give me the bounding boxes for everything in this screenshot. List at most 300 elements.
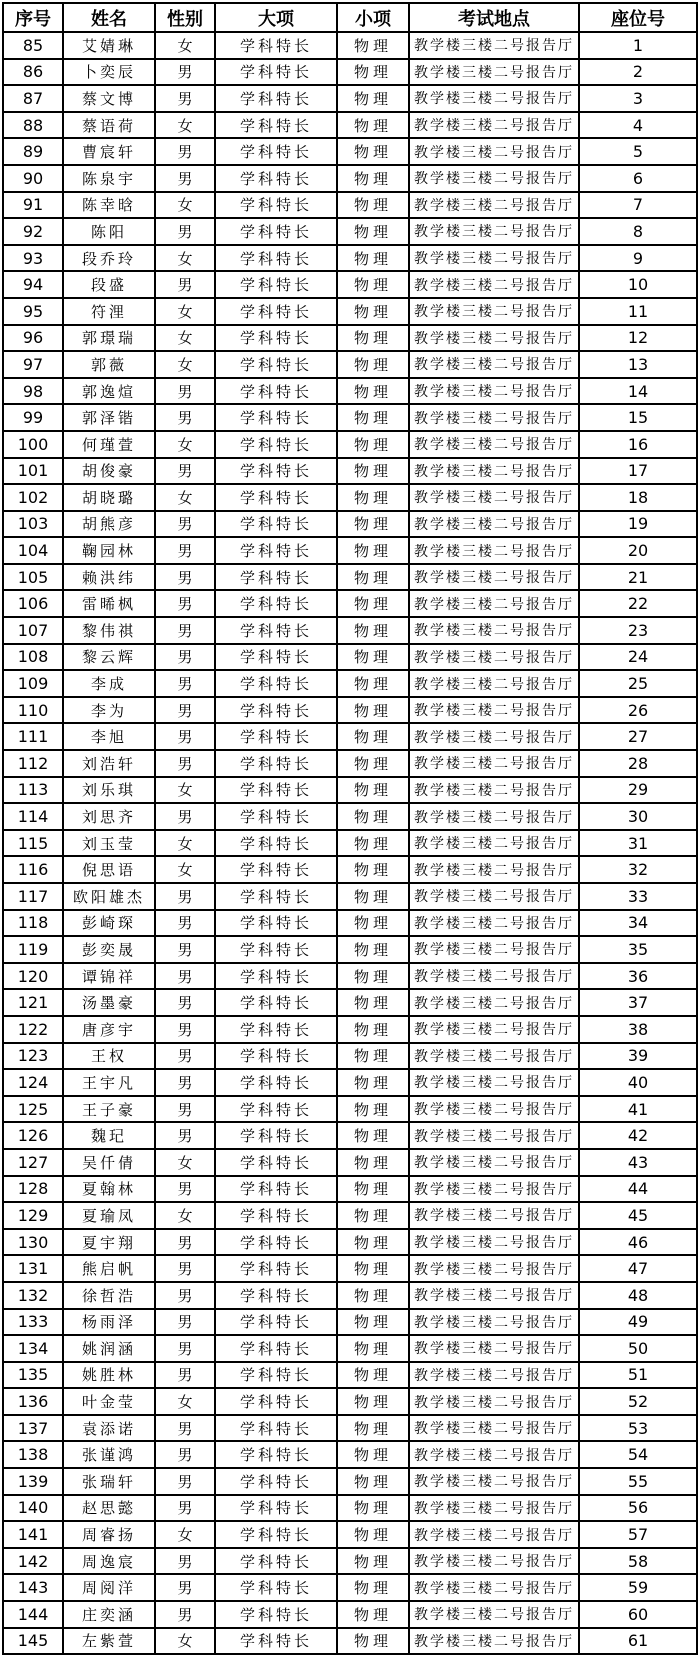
cell-index: 100	[3, 431, 63, 458]
table-row	[3, 830, 697, 857]
table-row	[3, 617, 697, 644]
cell-subcategory: 物理	[337, 1282, 409, 1309]
cell-index: 91	[3, 192, 63, 219]
cell-seat-number: 4	[579, 112, 697, 139]
cell-index: 88	[3, 112, 63, 139]
cell-seat-number: 8	[579, 218, 697, 245]
cell-category: 学科特长	[215, 1069, 337, 1096]
table-row	[3, 1335, 697, 1362]
table-row	[3, 856, 697, 883]
cell-name: 黎云辉	[63, 644, 155, 671]
cell-category: 学科特长	[215, 351, 337, 378]
cell-category: 学科特长	[215, 138, 337, 165]
cell-exam-location: 教学楼三楼二号报告厅	[409, 697, 579, 724]
table-header-row	[3, 3, 697, 32]
cell-gender: 男	[155, 1096, 215, 1123]
table-row	[3, 1574, 697, 1601]
cell-index: 133	[3, 1309, 63, 1336]
cell-subcategory: 物理	[337, 537, 409, 564]
cell-subcategory: 物理	[337, 1521, 409, 1548]
cell-index: 112	[3, 750, 63, 777]
cell-subcategory: 物理	[337, 1255, 409, 1282]
cell-seat-number: 11	[579, 298, 697, 325]
cell-category: 学科特长	[215, 218, 337, 245]
cell-exam-location: 教学楼三楼二号报告厅	[409, 511, 579, 538]
cell-subcategory: 物理	[337, 1601, 409, 1628]
cell-index: 115	[3, 830, 63, 857]
cell-gender: 女	[155, 351, 215, 378]
cell-exam-location: 教学楼三楼二号报告厅	[409, 750, 579, 777]
cell-subcategory: 物理	[337, 1468, 409, 1495]
cell-exam-location: 教学楼三楼二号报告厅	[409, 298, 579, 325]
cell-category: 学科特长	[215, 803, 337, 830]
cell-category: 学科特长	[215, 1468, 337, 1495]
cell-name: 刘浩轩	[63, 750, 155, 777]
cell-seat-number: 22	[579, 590, 697, 617]
cell-index: 110	[3, 697, 63, 724]
table-row	[3, 85, 697, 112]
cell-subcategory: 物理	[337, 1495, 409, 1522]
cell-index: 95	[3, 298, 63, 325]
cell-index: 125	[3, 1096, 63, 1123]
cell-gender: 男	[155, 1016, 215, 1043]
cell-name: 赖洪纬	[63, 564, 155, 591]
cell-exam-location: 教学楼三楼二号报告厅	[409, 325, 579, 352]
cell-index: 111	[3, 723, 63, 750]
cell-seat-number: 3	[579, 85, 697, 112]
cell-index: 145	[3, 1628, 63, 1655]
cell-subcategory: 物理	[337, 1176, 409, 1203]
cell-exam-location: 教学楼三楼二号报告厅	[409, 1122, 579, 1149]
table-row	[3, 644, 697, 671]
cell-name: 李为	[63, 697, 155, 724]
cell-category: 学科特长	[215, 32, 337, 59]
cell-exam-location: 教学楼三楼二号报告厅	[409, 1016, 579, 1043]
cell-category: 学科特长	[215, 245, 337, 272]
cell-index: 104	[3, 537, 63, 564]
cell-gender: 男	[155, 1441, 215, 1468]
cell-gender: 男	[155, 803, 215, 830]
table-row	[3, 1282, 697, 1309]
cell-category: 学科特长	[215, 590, 337, 617]
cell-seat-number: 35	[579, 936, 697, 963]
cell-exam-location: 教学楼三楼二号报告厅	[409, 1202, 579, 1229]
cell-category: 学科特长	[215, 697, 337, 724]
cell-subcategory: 物理	[337, 484, 409, 511]
cell-gender: 男	[155, 1122, 215, 1149]
cell-index: 114	[3, 803, 63, 830]
cell-index: 144	[3, 1601, 63, 1628]
table-row	[3, 112, 697, 139]
cell-seat-number: 9	[579, 245, 697, 272]
table-row	[3, 803, 697, 830]
cell-name: 周逸宸	[63, 1548, 155, 1575]
cell-gender: 男	[155, 617, 215, 644]
cell-index: 108	[3, 644, 63, 671]
cell-category: 学科特长	[215, 1574, 337, 1601]
cell-seat-number: 38	[579, 1016, 697, 1043]
cell-category: 学科特长	[215, 85, 337, 112]
cell-gender: 女	[155, 830, 215, 857]
cell-gender: 男	[155, 165, 215, 192]
cell-index: 107	[3, 617, 63, 644]
cell-category: 学科特长	[215, 1628, 337, 1655]
cell-gender: 男	[155, 1601, 215, 1628]
cell-subcategory: 物理	[337, 1628, 409, 1655]
cell-exam-location: 教学楼三楼二号报告厅	[409, 777, 579, 804]
cell-category: 学科特长	[215, 963, 337, 990]
cell-exam-location: 教学楼三楼二号报告厅	[409, 590, 579, 617]
cell-index: 129	[3, 1202, 63, 1229]
cell-seat-number: 7	[579, 192, 697, 219]
cell-subcategory: 物理	[337, 298, 409, 325]
cell-name: 郭逸煊	[63, 378, 155, 405]
cell-gender: 男	[155, 511, 215, 538]
cell-name: 黎伟祺	[63, 617, 155, 644]
table-row	[3, 1309, 697, 1336]
cell-name: 胡熊彦	[63, 511, 155, 538]
cell-subcategory: 物理	[337, 644, 409, 671]
cell-seat-number: 2	[579, 59, 697, 86]
cell-index: 136	[3, 1388, 63, 1415]
cell-seat-number: 52	[579, 1388, 697, 1415]
cell-exam-location: 教学楼三楼二号报告厅	[409, 271, 579, 298]
cell-subcategory: 物理	[337, 404, 409, 431]
cell-exam-location: 教学楼三楼二号报告厅	[409, 1255, 579, 1282]
cell-index: 101	[3, 458, 63, 485]
cell-index: 93	[3, 245, 63, 272]
cell-seat-number: 41	[579, 1096, 697, 1123]
cell-exam-location: 教学楼三楼二号报告厅	[409, 1441, 579, 1468]
cell-subcategory: 物理	[337, 1388, 409, 1415]
cell-exam-location: 教学楼三楼二号报告厅	[409, 537, 579, 564]
cell-name: 王宇凡	[63, 1069, 155, 1096]
cell-gender: 男	[155, 85, 215, 112]
cell-exam-location: 教学楼三楼二号报告厅	[409, 1548, 579, 1575]
cell-gender: 男	[155, 989, 215, 1016]
table-row	[3, 1149, 697, 1176]
cell-seat-number: 40	[579, 1069, 697, 1096]
cell-category: 学科特长	[215, 1548, 337, 1575]
cell-gender: 男	[155, 537, 215, 564]
cell-exam-location: 教学楼三楼二号报告厅	[409, 883, 579, 910]
cell-subcategory: 物理	[337, 245, 409, 272]
cell-category: 学科特长	[215, 1282, 337, 1309]
cell-category: 学科特长	[215, 431, 337, 458]
cell-name: 刘思齐	[63, 803, 155, 830]
cell-seat-number: 23	[579, 617, 697, 644]
cell-seat-number: 12	[579, 325, 697, 352]
cell-seat-number: 42	[579, 1122, 697, 1149]
cell-gender: 男	[155, 1548, 215, 1575]
table-row	[3, 32, 697, 59]
cell-gender: 男	[155, 1043, 215, 1070]
cell-seat-number: 21	[579, 564, 697, 591]
table-row	[3, 1548, 697, 1575]
cell-category: 学科特长	[215, 298, 337, 325]
cell-seat-number: 34	[579, 910, 697, 937]
cell-index: 105	[3, 564, 63, 591]
cell-name: 倪思语	[63, 856, 155, 883]
header-index: 序号	[3, 3, 63, 32]
cell-index: 134	[3, 1335, 63, 1362]
cell-subcategory: 物理	[337, 1362, 409, 1389]
cell-subcategory: 物理	[337, 1309, 409, 1336]
cell-exam-location: 教学楼三楼二号报告厅	[409, 1309, 579, 1336]
cell-category: 学科特长	[215, 1202, 337, 1229]
table-row	[3, 245, 697, 272]
cell-index: 128	[3, 1176, 63, 1203]
cell-exam-location: 教学楼三楼二号报告厅	[409, 1628, 579, 1655]
cell-name: 郭薇	[63, 351, 155, 378]
cell-index: 126	[3, 1122, 63, 1149]
cell-gender: 男	[155, 378, 215, 405]
cell-index: 113	[3, 777, 63, 804]
cell-category: 学科特长	[215, 192, 337, 219]
cell-subcategory: 物理	[337, 803, 409, 830]
cell-exam-location: 教学楼三楼二号报告厅	[409, 1362, 579, 1389]
cell-category: 学科特长	[215, 1149, 337, 1176]
table-row	[3, 1122, 697, 1149]
cell-subcategory: 物理	[337, 1202, 409, 1229]
cell-name: 彭奕晟	[63, 936, 155, 963]
cell-name: 符浬	[63, 298, 155, 325]
table-row	[3, 1362, 697, 1389]
cell-gender: 女	[155, 856, 215, 883]
cell-index: 127	[3, 1149, 63, 1176]
cell-gender: 男	[155, 458, 215, 485]
cell-exam-location: 教学楼三楼二号报告厅	[409, 112, 579, 139]
cell-category: 学科特长	[215, 458, 337, 485]
cell-name: 庄奕涵	[63, 1601, 155, 1628]
cell-exam-location: 教学楼三楼二号报告厅	[409, 989, 579, 1016]
cell-name: 雷晞枫	[63, 590, 155, 617]
table-row	[3, 192, 697, 219]
cell-index: 124	[3, 1069, 63, 1096]
cell-exam-location: 教学楼三楼二号报告厅	[409, 351, 579, 378]
cell-name: 卜奕辰	[63, 59, 155, 86]
table-row	[3, 138, 697, 165]
cell-gender: 男	[155, 670, 215, 697]
cell-index: 94	[3, 271, 63, 298]
cell-gender: 男	[155, 564, 215, 591]
cell-index: 85	[3, 32, 63, 59]
cell-exam-location: 教学楼三楼二号报告厅	[409, 85, 579, 112]
cell-gender: 男	[155, 936, 215, 963]
cell-name: 吴仟倩	[63, 1149, 155, 1176]
cell-name: 唐彦宇	[63, 1016, 155, 1043]
seating-table-container	[2, 2, 698, 1655]
cell-seat-number: 28	[579, 750, 697, 777]
cell-subcategory: 物理	[337, 85, 409, 112]
cell-subcategory: 物理	[337, 1441, 409, 1468]
cell-subcategory: 物理	[337, 1016, 409, 1043]
cell-gender: 男	[155, 644, 215, 671]
table-row	[3, 1096, 697, 1123]
cell-name: 袁添诺	[63, 1415, 155, 1442]
table-body	[3, 32, 697, 1654]
cell-index: 120	[3, 963, 63, 990]
table-row	[3, 723, 697, 750]
cell-gender: 女	[155, 1628, 215, 1655]
table-row	[3, 1441, 697, 1468]
cell-subcategory: 物理	[337, 431, 409, 458]
cell-category: 学科特长	[215, 1521, 337, 1548]
cell-subcategory: 物理	[337, 351, 409, 378]
cell-category: 学科特长	[215, 1229, 337, 1256]
cell-category: 学科特长	[215, 1043, 337, 1070]
cell-gender: 男	[155, 1176, 215, 1203]
cell-name: 张谨鸿	[63, 1441, 155, 1468]
table-row	[3, 1388, 697, 1415]
cell-subcategory: 物理	[337, 750, 409, 777]
cell-subcategory: 物理	[337, 590, 409, 617]
cell-gender: 女	[155, 192, 215, 219]
cell-index: 119	[3, 936, 63, 963]
cell-exam-location: 教学楼三楼二号报告厅	[409, 32, 579, 59]
cell-seat-number: 58	[579, 1548, 697, 1575]
cell-index: 117	[3, 883, 63, 910]
exam-seating-table	[2, 2, 698, 1655]
cell-name: 欧阳雄杰	[63, 883, 155, 910]
cell-name: 曹宸轩	[63, 138, 155, 165]
cell-seat-number: 15	[579, 404, 697, 431]
cell-seat-number: 56	[579, 1495, 697, 1522]
cell-gender: 男	[155, 1335, 215, 1362]
table-row	[3, 697, 697, 724]
cell-subcategory: 物理	[337, 1149, 409, 1176]
cell-name: 郭泽锴	[63, 404, 155, 431]
cell-exam-location: 教学楼三楼二号报告厅	[409, 165, 579, 192]
cell-category: 学科特长	[215, 936, 337, 963]
table-row	[3, 511, 697, 538]
cell-name: 彭崎琛	[63, 910, 155, 937]
table-row	[3, 590, 697, 617]
cell-subcategory: 物理	[337, 670, 409, 697]
cell-index: 141	[3, 1521, 63, 1548]
cell-exam-location: 教学楼三楼二号报告厅	[409, 1149, 579, 1176]
cell-subcategory: 物理	[337, 1043, 409, 1070]
cell-seat-number: 61	[579, 1628, 697, 1655]
cell-seat-number: 54	[579, 1441, 697, 1468]
cell-seat-number: 47	[579, 1255, 697, 1282]
cell-exam-location: 教学楼三楼二号报告厅	[409, 936, 579, 963]
cell-exam-location: 教学楼三楼二号报告厅	[409, 564, 579, 591]
cell-subcategory: 物理	[337, 1069, 409, 1096]
cell-subcategory: 物理	[337, 1574, 409, 1601]
cell-seat-number: 29	[579, 777, 697, 804]
cell-subcategory: 物理	[337, 271, 409, 298]
cell-subcategory: 物理	[337, 218, 409, 245]
header-seat-number: 座位号	[579, 3, 697, 32]
cell-name: 何瑾萱	[63, 431, 155, 458]
cell-name: 汤墨豪	[63, 989, 155, 1016]
cell-category: 学科特长	[215, 1335, 337, 1362]
cell-subcategory: 物理	[337, 989, 409, 1016]
cell-seat-number: 30	[579, 803, 697, 830]
cell-index: 130	[3, 1229, 63, 1256]
cell-category: 学科特长	[215, 1309, 337, 1336]
cell-name: 王权	[63, 1043, 155, 1070]
cell-category: 学科特长	[215, 484, 337, 511]
cell-gender: 男	[155, 218, 215, 245]
cell-exam-location: 教学楼三楼二号报告厅	[409, 458, 579, 485]
table-row	[3, 750, 697, 777]
cell-exam-location: 教学楼三楼二号报告厅	[409, 138, 579, 165]
cell-subcategory: 物理	[337, 165, 409, 192]
cell-subcategory: 物理	[337, 511, 409, 538]
cell-subcategory: 物理	[337, 325, 409, 352]
table-row	[3, 1016, 697, 1043]
cell-index: 116	[3, 856, 63, 883]
cell-index: 132	[3, 1282, 63, 1309]
cell-gender: 男	[155, 1574, 215, 1601]
header-category: 大项	[215, 3, 337, 32]
header-gender: 性别	[155, 3, 215, 32]
cell-category: 学科特长	[215, 1176, 337, 1203]
cell-seat-number: 55	[579, 1468, 697, 1495]
table-row	[3, 963, 697, 990]
cell-subcategory: 物理	[337, 1548, 409, 1575]
cell-exam-location: 教学楼三楼二号报告厅	[409, 218, 579, 245]
cell-name: 李旭	[63, 723, 155, 750]
cell-name: 姚胜林	[63, 1362, 155, 1389]
table-row	[3, 1628, 697, 1655]
cell-category: 学科特长	[215, 617, 337, 644]
table-row	[3, 1069, 697, 1096]
cell-gender: 男	[155, 723, 215, 750]
cell-subcategory: 物理	[337, 1096, 409, 1123]
cell-seat-number: 48	[579, 1282, 697, 1309]
cell-name: 徐哲浩	[63, 1282, 155, 1309]
cell-index: 121	[3, 989, 63, 1016]
cell-name: 夏宇翔	[63, 1229, 155, 1256]
cell-gender: 女	[155, 484, 215, 511]
cell-name: 李成	[63, 670, 155, 697]
cell-category: 学科特长	[215, 883, 337, 910]
cell-category: 学科特长	[215, 910, 337, 937]
cell-exam-location: 教学楼三楼二号报告厅	[409, 670, 579, 697]
cell-subcategory: 物理	[337, 564, 409, 591]
table-row	[3, 777, 697, 804]
table-row	[3, 218, 697, 245]
cell-index: 87	[3, 85, 63, 112]
cell-category: 学科特长	[215, 830, 337, 857]
cell-index: 109	[3, 670, 63, 697]
cell-gender: 女	[155, 777, 215, 804]
cell-gender: 男	[155, 1255, 215, 1282]
cell-exam-location: 教学楼三楼二号报告厅	[409, 1495, 579, 1522]
cell-index: 142	[3, 1548, 63, 1575]
table-row	[3, 378, 697, 405]
cell-seat-number: 19	[579, 511, 697, 538]
cell-index: 96	[3, 325, 63, 352]
cell-exam-location: 教学楼三楼二号报告厅	[409, 484, 579, 511]
cell-subcategory: 物理	[337, 830, 409, 857]
cell-category: 学科特长	[215, 644, 337, 671]
cell-seat-number: 53	[579, 1415, 697, 1442]
cell-gender: 男	[155, 1468, 215, 1495]
cell-exam-location: 教学楼三楼二号报告厅	[409, 1601, 579, 1628]
cell-index: 103	[3, 511, 63, 538]
cell-exam-location: 教学楼三楼二号报告厅	[409, 1282, 579, 1309]
cell-subcategory: 物理	[337, 458, 409, 485]
cell-gender: 男	[155, 697, 215, 724]
cell-seat-number: 6	[579, 165, 697, 192]
table-row	[3, 564, 697, 591]
table-row	[3, 165, 697, 192]
cell-name: 杨雨泽	[63, 1309, 155, 1336]
